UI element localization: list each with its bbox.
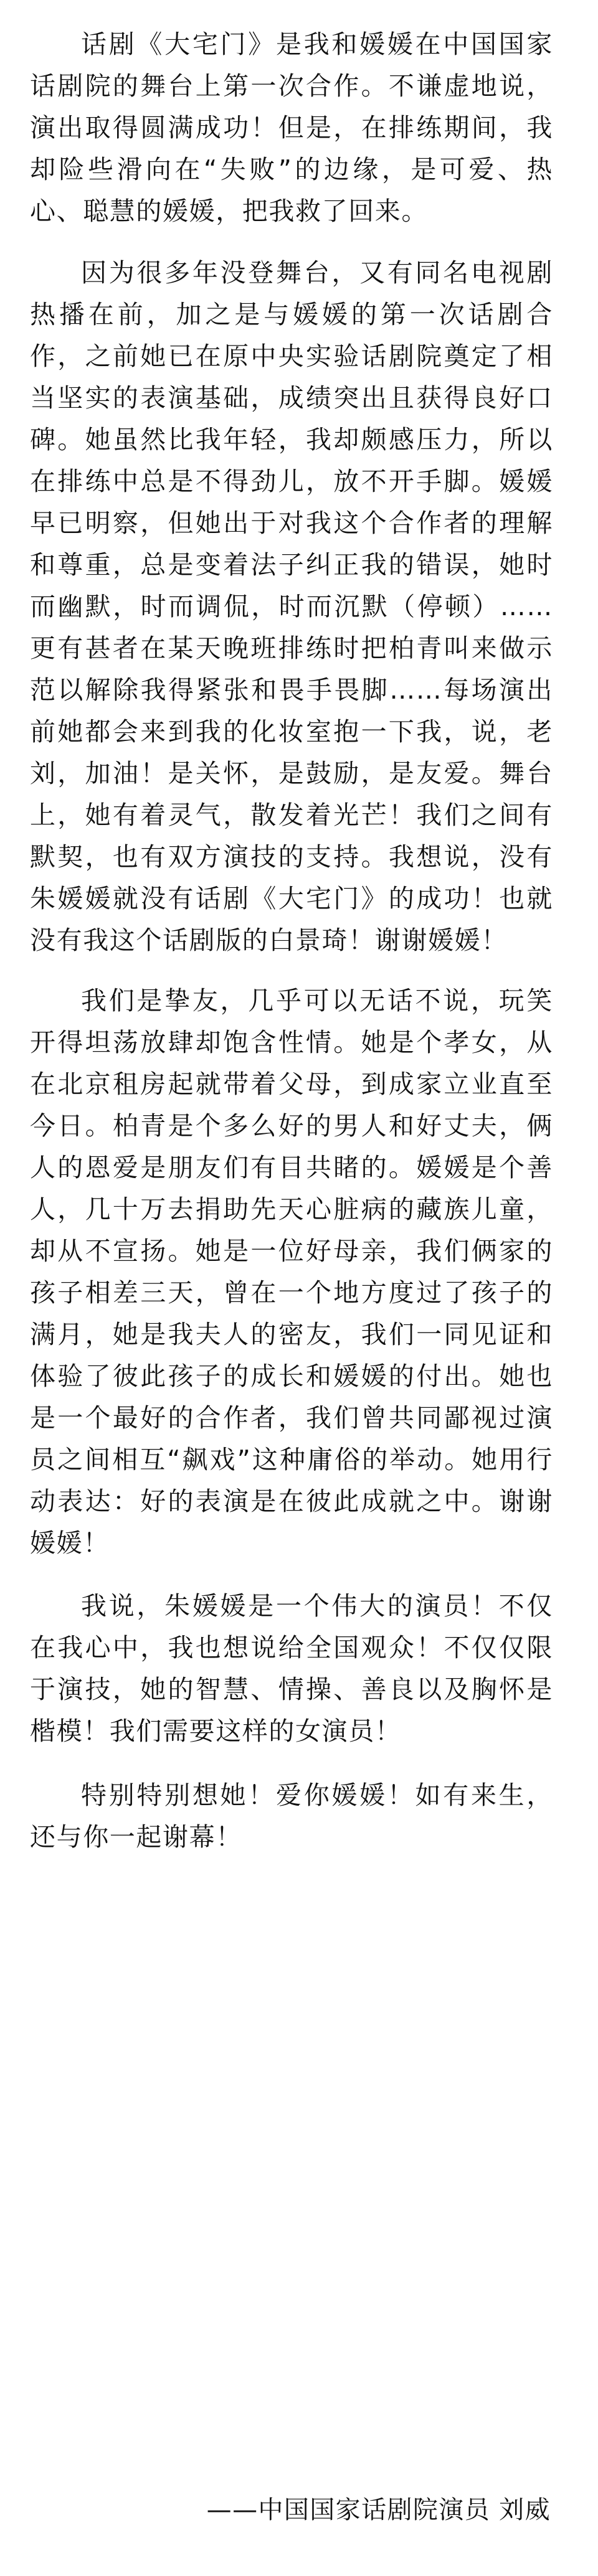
paragraph-4: 我说，朱媛媛是一个伟大的演员！不仅在我心中，我也想说给全国观众！不仅仅限于演技，她的智慧、情操、善良以及胸怀是楷模！我们需要这样的女演员！ xyxy=(30,1591,553,1746)
paragraph-3: 我们是挚友，几乎可以无话不说，玩笑开得坦荡放肆却饱含性情。她是个孝女，从在北京租房起就带着父母，到成家立业直至今日。柏青是个多么好的男人和好丈夫，俩人的恩爱是朋友们有目共睹的。媛媛是个善人，几十万去捐助先天心脏病的藏族儿童，却从不宣扬。她是一位好母亲，我们俩家的孩子相差三天，曾在一个地方度过了孩子的满月，她是我夫人的密友，我们一同见证和体验了彼此孩子的成长和媛媛的付出。她也是一个最好的合作者，我们曾共同鄙视过演员之间相互“飙戏”这种庸俗的举动。她用行动表达：好的表演是在彼此成就之中。谢谢媛媛！ xyxy=(30,986,553,1558)
paragraph-5: 特别特别想她！爱你媛媛！如有来生，还与你一起谢幕！ xyxy=(30,1780,553,1852)
paragraph-2: 因为很多年没登舞台，又有同名电视剧热播在前，加之是与媛媛的第一次话剧合作，之前她已在原中央实验话剧院奠定了相当坚实的表演基础，成绩突出且获得良好口碑。她虽然比我年轻，我却颇感压力，所以在排练中总是不得劲儿，放不开手脚。媛媛早已明察，但她出于对我这个合作者的理解和尊重，总是变着法子纠正我的错误，她时而幽默，时而调侃，时而沉默（停顿）……更有甚者在某天晚班排练时把柏青叫来做示范以解除我得紧张和畏手畏脚……每场演出前她都会来到我的化妆室抱一下我，说，老刘，加油！是关怀，是鼓励，是友爱。舞台上，她有着灵气，散发着光芒！我们之间有默契，也有双方演技的支持。我想说，没有朱媛媛就没有话剧《大宅门》的成功！也就没有我这个话剧版的白景琦！谢谢媛媛！ xyxy=(30,258,553,955)
paragraph-1: 话剧《大宅门》是我和媛媛在中国国家话剧院的舞台上第一次合作。不谦虚地说，演出取得圆满成功！但是，在排练期间，我却险些滑向在“失败”的边缘，是可爱、热心、聪慧的媛媛，把我救了回来。 xyxy=(30,29,553,226)
author-signature: ——中国国家话剧院演员 刘威 xyxy=(206,2496,551,2524)
